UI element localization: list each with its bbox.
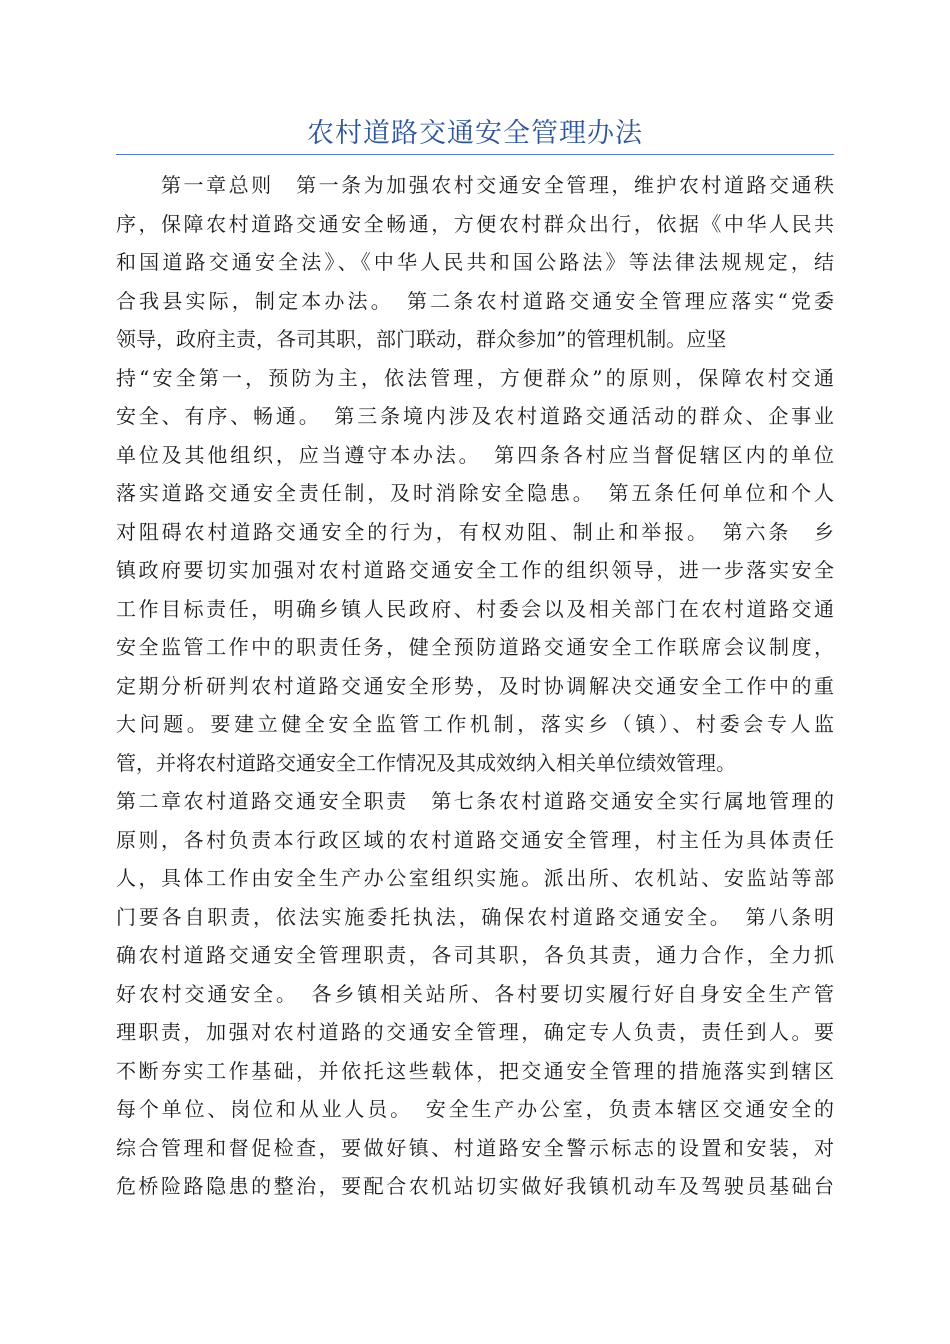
document-title: 农村道路交通安全管理办法 — [307, 118, 643, 149]
body-line: 门要各自职责，依法实施委托执法，确保农村道路交通安全。 第八条明 — [116, 904, 834, 929]
body-line: 持“安全第一，预防为主，依法管理，方便群众”的原则，保障农村交通 — [116, 365, 834, 390]
body-line: 领导，政府主责，各司其职，部门联动，群众参加”的管理机制。应坚 — [116, 327, 727, 351]
body-line: 落实道路交通安全责任制，及时消除安全隐患。 第五条任何单位和个人 — [116, 481, 834, 505]
body-line: 原则，各村负责本行政区域的农村道路交通安全管理，村主任为具体责任 — [116, 827, 834, 852]
body-line: 不断夯实工作基础，并依托这些载体，把交通安全管理的措施落实到辖区 — [116, 1058, 834, 1083]
body-line: 安全、有序、畅通。 第三条境内涉及农村道路交通活动的群众、企事业 — [116, 404, 834, 428]
title-underline — [116, 154, 834, 155]
body-line: 第二章农村道路交通安全职责 第七条农村道路交通安全实行属地管理的 — [116, 789, 834, 813]
document-body — [116, 166, 834, 1206]
body-line: 序，保障农村道路交通安全畅通，方便农村群众出行，依据《中华人民共 — [116, 211, 834, 236]
body-line: 单位及其他组织，应当遵守本办法。 第四条各村应当督促辖区内的单位 — [116, 442, 834, 467]
body-line: 和国道路交通安全法》、《中华人民共和国公路法》等法律法规规定，结 — [116, 250, 834, 274]
body-line: 工作目标责任，明确乡镇人民政府、村委会以及相关部门在农村道路交通 — [116, 596, 834, 621]
body-line: 每个单位、岗位和从业人员。 安全生产办公室，负责本辖区交通安全的 — [116, 1097, 834, 1121]
body-line: 好农村交通安全。 各乡镇相关站所、各村要切实履行好自身安全生产管 — [116, 981, 834, 1006]
body-line: 人，具体工作由安全生产办公室组织实施。派出所、农机站、安监站等部 — [116, 866, 834, 890]
body-line: 理职责，加强对农村道路的交通安全管理，确定专人负责，责任到人。要 — [116, 1020, 834, 1044]
body-line: 管，并将农村道路交通安全工作情况及其成效纳入相关单位绩效管理。 — [116, 750, 736, 775]
body-line: 合我县实际，制定本办法。 第二条农村道路交通安全管理应落实“党委 — [116, 288, 834, 313]
body-line: 危桥险路隐患的整治，要配合农机站切实做好我镇机动车及驾驶员基础台 — [116, 1174, 834, 1198]
body-line: 对阻碍农村道路交通安全的行为，有权劝阻、制止和举报。 第六条 乡 — [116, 519, 834, 544]
body-line: 确农村道路交通安全管理职责，各司其职，各负其责，通力合作，全力抓 — [116, 943, 834, 967]
body-line: 安全监管工作中的职责任务，健全预防道路交通安全工作联席会议制度， — [116, 635, 834, 659]
body-line: 第一章总则 第一条为加强农村交通安全管理，维护农村道路交通秩 — [116, 173, 834, 197]
body-line: 综合管理和督促检查，要做好镇、村道路安全警示标志的设置和安装，对 — [116, 1135, 834, 1160]
body-line: 大问题。要建立健全安全监管工作机制，落实乡（镇）、村委会专人监 — [116, 712, 834, 736]
body-line: 定期分析研判农村道路交通安全形势，及时协调解决交通安全工作中的重 — [116, 673, 834, 698]
body-line: 镇政府要切实加强对农村道路交通安全工作的组织领导，进一步落实安全 — [116, 558, 834, 582]
